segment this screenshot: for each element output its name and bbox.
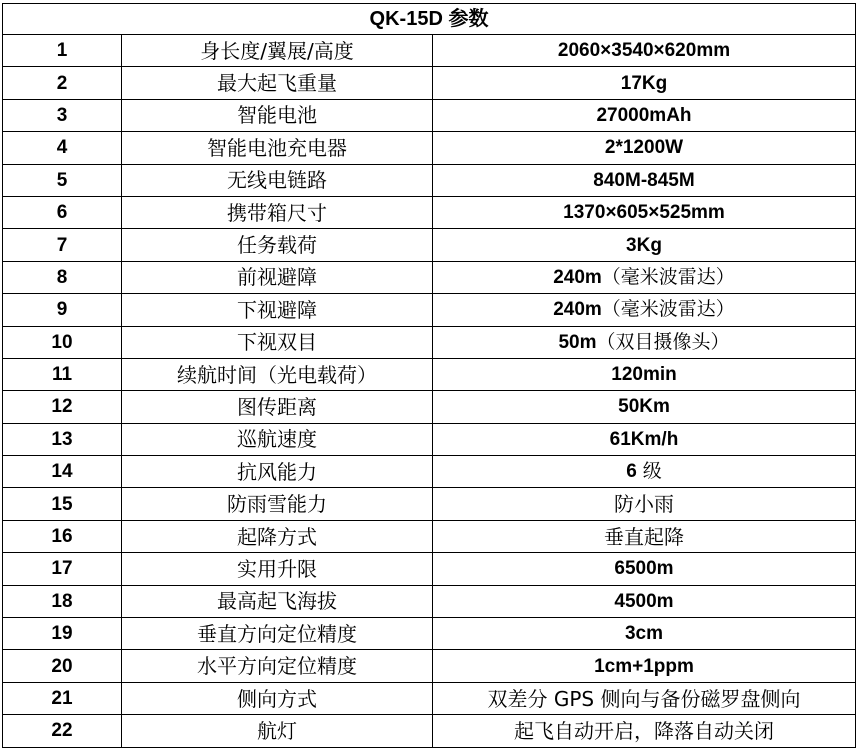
spec-table (2, 3, 856, 748)
row-number: 11 (3, 358, 122, 390)
row-number: 19 (3, 618, 122, 650)
param-value: 61Km/h (433, 423, 856, 455)
row-number: 12 (3, 391, 122, 423)
table-row (3, 164, 856, 196)
param-value: 双差分 GPS 侧向与备份磁罗盘侧向 (433, 682, 856, 714)
param-name: 垂直方向定位精度 (122, 618, 433, 650)
param-name: 无线电链路 (122, 164, 433, 196)
param-name: 抗风能力 (122, 456, 433, 488)
table-row (3, 229, 856, 261)
param-value: 3Kg (433, 229, 856, 261)
row-number: 14 (3, 456, 122, 488)
param-name: 续航时间（光电载荷） (122, 358, 433, 390)
table-row (3, 358, 856, 390)
param-name: 任务载荷 (122, 229, 433, 261)
param-name: 智能电池 (122, 99, 433, 131)
table-row (3, 488, 856, 520)
param-value: 3cm (433, 618, 856, 650)
param-value (433, 456, 856, 488)
row-number: 16 (3, 520, 122, 552)
param-value (433, 326, 856, 358)
row-number: 6 (3, 196, 122, 228)
table-row (3, 650, 856, 682)
param-value-note: （双目摄像头） (596, 330, 730, 353)
param-value-note: （毫米波雷达） (601, 265, 735, 288)
row-number: 2 (3, 67, 122, 99)
param-value: 17Kg (433, 67, 856, 99)
row-number: 10 (3, 326, 122, 358)
param-name: 实用升限 (122, 553, 433, 585)
param-value: 840M-845M (433, 164, 856, 196)
param-name: 防雨雪能力 (122, 488, 433, 520)
param-value: 4500m (433, 585, 856, 617)
param-value (433, 261, 856, 293)
row-number: 4 (3, 132, 122, 164)
table-row (3, 715, 856, 747)
param-value: 1370×605×525mm (433, 196, 856, 228)
table-row (3, 456, 856, 488)
table-row (3, 132, 856, 164)
table-row (3, 67, 856, 99)
param-value: 2060×3540×620mm (433, 35, 856, 67)
table-row (3, 423, 856, 455)
table-row (3, 585, 856, 617)
spec-table-body (3, 4, 856, 748)
param-name: 图传距离 (122, 391, 433, 423)
param-name: 最高起飞海拔 (122, 585, 433, 617)
param-value: 1cm+1ppm (433, 650, 856, 682)
param-value: 2*1200W (433, 132, 856, 164)
table-row (3, 196, 856, 228)
table-row (3, 35, 856, 67)
param-value: 垂直起降 (433, 520, 856, 552)
row-number: 15 (3, 488, 122, 520)
row-number: 13 (3, 423, 122, 455)
param-name: 航灯 (122, 715, 433, 747)
param-name: 前视避障 (122, 261, 433, 293)
table-row (3, 294, 856, 326)
param-value-note: （毫米波雷达） (601, 298, 735, 321)
param-name: 巡航速度 (122, 423, 433, 455)
table-row (3, 99, 856, 131)
param-value-note: 级 (636, 460, 662, 483)
table-row (3, 682, 856, 714)
param-value: 6500m (433, 553, 856, 585)
table-row (3, 553, 856, 585)
param-name: 下视避障 (122, 294, 433, 326)
table-row (3, 618, 856, 650)
param-value-numeric: 6 (626, 461, 637, 483)
param-value: 27000mAh (433, 99, 856, 131)
row-number: 18 (3, 585, 122, 617)
param-name: 身长度/翼展/高度 (122, 35, 433, 67)
row-number: 5 (3, 164, 122, 196)
row-number: 22 (3, 715, 122, 747)
param-name: 下视双目 (122, 326, 433, 358)
row-number: 17 (3, 553, 122, 585)
param-name: 起降方式 (122, 520, 433, 552)
row-number: 3 (3, 99, 122, 131)
param-value: 120min (433, 358, 856, 390)
table-title: QK-15D 参数 (3, 4, 856, 35)
param-name: 最大起飞重量 (122, 67, 433, 99)
table-row (3, 326, 856, 358)
param-name: 智能电池充电器 (122, 132, 433, 164)
param-name: 水平方向定位精度 (122, 650, 433, 682)
param-name: 携带箱尺寸 (122, 196, 433, 228)
table-row (3, 520, 856, 552)
param-value (433, 294, 856, 326)
row-number: 21 (3, 682, 122, 714)
param-name: 侧向方式 (122, 682, 433, 714)
param-value: 50Km (433, 391, 856, 423)
param-value: 防小雨 (433, 488, 856, 520)
row-number: 8 (3, 261, 122, 293)
table-row (3, 391, 856, 423)
title-row (3, 4, 856, 35)
param-value-numeric: 240m (553, 299, 602, 321)
row-number: 20 (3, 650, 122, 682)
param-value: 起飞自动开启，降落自动关闭 (433, 715, 856, 747)
row-number: 9 (3, 294, 122, 326)
param-value-numeric: 50m (558, 331, 597, 353)
table-row (3, 261, 856, 293)
row-number: 1 (3, 35, 122, 67)
param-value-numeric: 240m (553, 266, 602, 288)
row-number: 7 (3, 229, 122, 261)
